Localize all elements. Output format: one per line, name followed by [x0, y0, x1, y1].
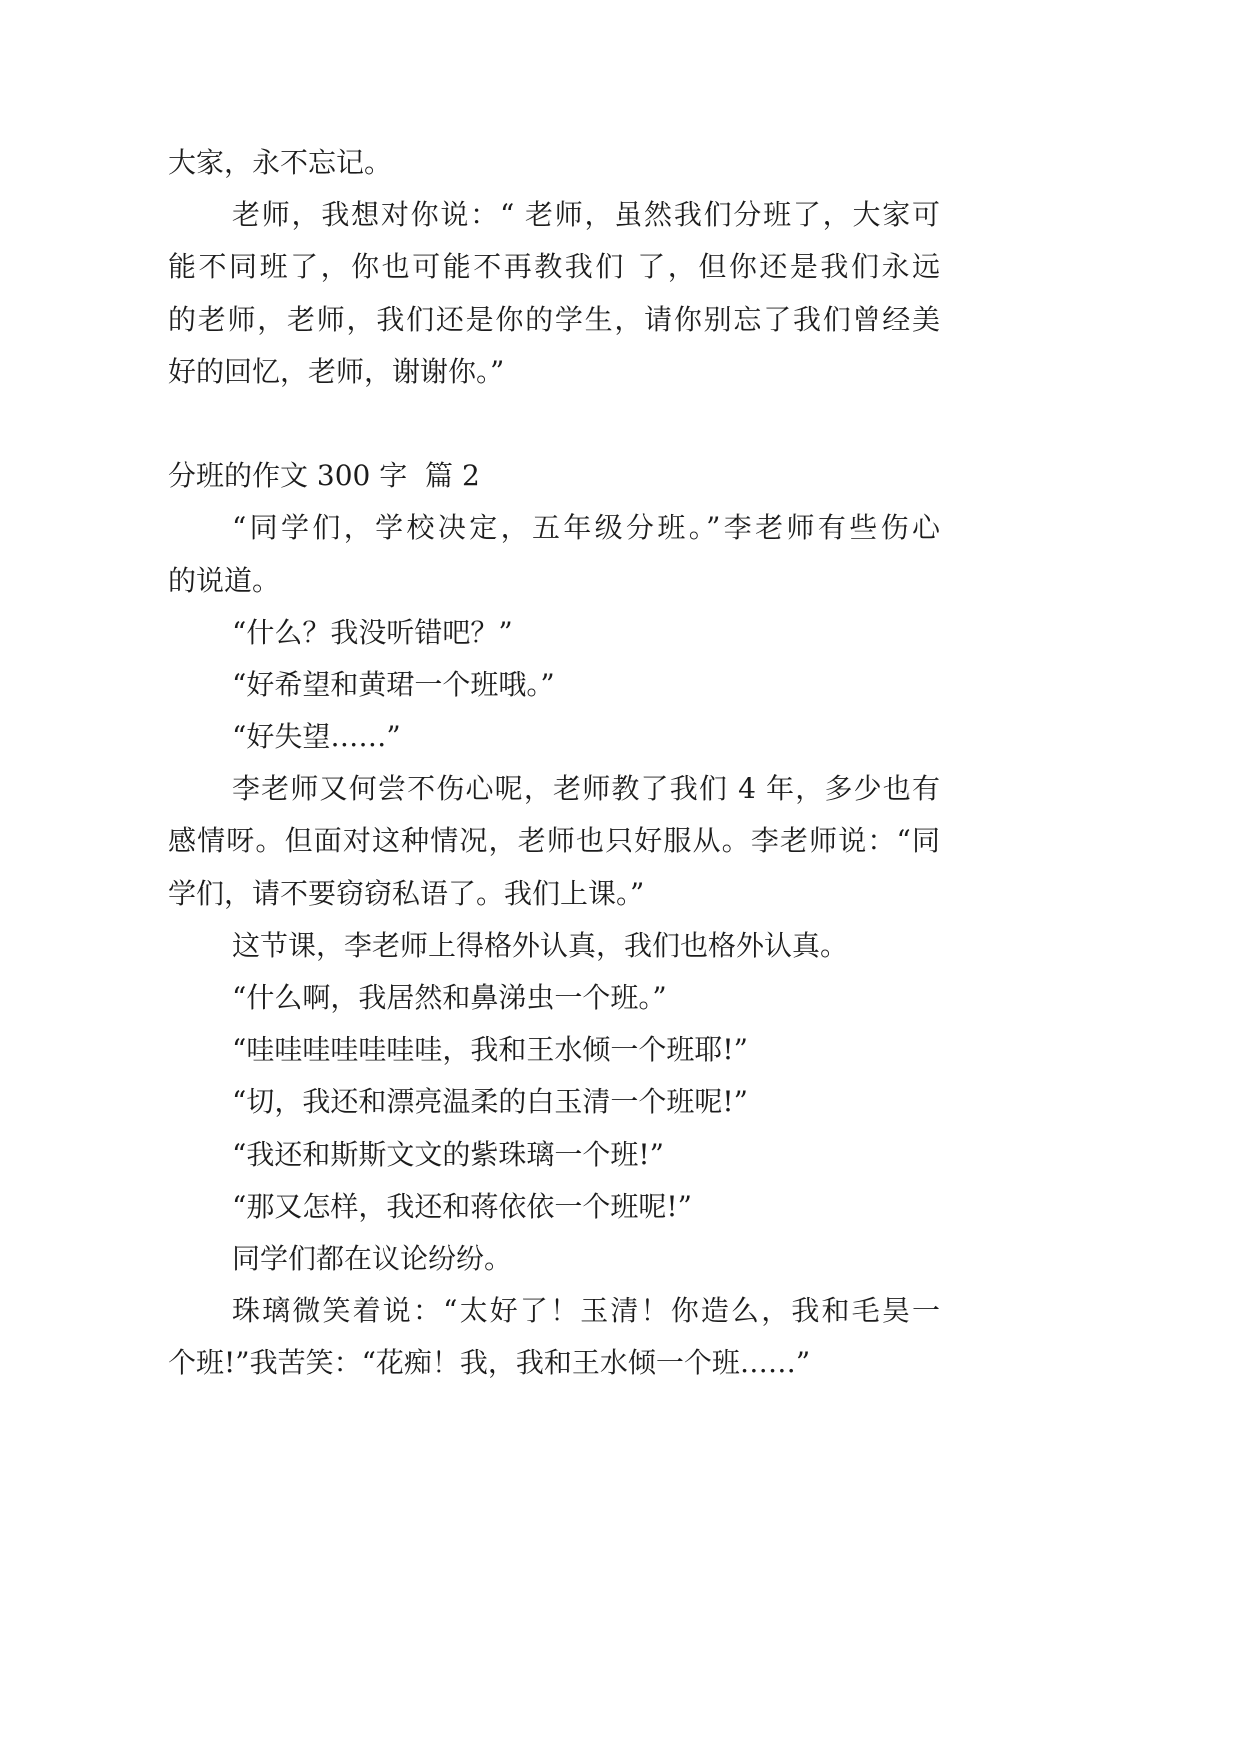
paragraph — [168, 972, 940, 1024]
text-line: “好失望……” — [232, 720, 401, 754]
paragraph — [168, 711, 940, 763]
paragraph — [168, 920, 940, 972]
paragraph — [168, 1181, 940, 1233]
text-line: 大家，永不忘记。 — [168, 146, 393, 179]
text-line: 的老师，老师，我们还是你的学生，请你别忘了我们曾经美 — [168, 302, 940, 336]
paragraph — [168, 189, 940, 398]
paragraph — [168, 502, 940, 606]
text-line: “好希望和黄珺一个班哦。” — [232, 667, 555, 701]
paragraph — [168, 659, 940, 711]
paragraph — [168, 137, 940, 189]
paragraph — [168, 1285, 940, 1389]
document-page — [168, 137, 940, 1390]
paragraph — [168, 607, 940, 659]
text-line: “什么啊，我居然和鼻涕虫一个班。” — [232, 981, 667, 1014]
paragraph — [168, 1129, 940, 1181]
text-line: 珠璃微笑着说：“太好了！玉清！你造么，我和毛昊一 — [232, 1294, 940, 1328]
paragraph — [168, 1024, 940, 1076]
text-line: 老师，我想对你说：“ 老师，虽然我们分班了，大家可 — [232, 198, 940, 232]
paragraph — [168, 763, 940, 920]
text-line: 感情呀。但面对这种情况，老师也只好服从。李老师说：“同 — [168, 824, 940, 858]
blank-line — [168, 398, 940, 450]
paragraph — [168, 1076, 940, 1128]
text-line: 能不同班了，你也可能不再教我们 了，但你还是我们永远 — [168, 250, 940, 284]
text-line: 学们，请不要窃窃私语了。我们上课。” — [168, 876, 645, 910]
text-line: 李老师又何尝不伤心呢，老师教了我们 4 年，多少也有 — [232, 772, 940, 806]
text-line: “什么？我没听错吧？” — [232, 615, 513, 649]
text-line: 的说道。 — [168, 563, 281, 597]
text-line: “切，我还和漂亮温柔的白玉清一个班呢!” — [232, 1085, 748, 1119]
essay-title: 分班的作文 300 字 篇 2 — [168, 459, 480, 493]
text-line: 好的回忆，老师，谢谢你。” — [168, 354, 505, 388]
text-line: 同学们都在议论纷纷。 — [232, 1241, 513, 1275]
text-line: “哇哇哇哇哇哇哇，我和王水倾一个班耶!” — [232, 1033, 748, 1067]
text-line: 这节课，李老师上得格外认真，我们也格外认真。 — [232, 928, 849, 962]
text-line: “那又怎样，我还和蒋依依一个班呢!” — [232, 1189, 692, 1223]
text-line: “同学们，学校决定，五年级分班。”李老师有些伤心 — [232, 511, 940, 545]
text-line: “我还和斯斯文文的紫珠璃一个班!” — [232, 1137, 664, 1171]
paragraph — [168, 1233, 940, 1285]
text-line: 个班!”我苦笑：“花痴！我，我和王水倾一个班……” — [168, 1346, 811, 1380]
